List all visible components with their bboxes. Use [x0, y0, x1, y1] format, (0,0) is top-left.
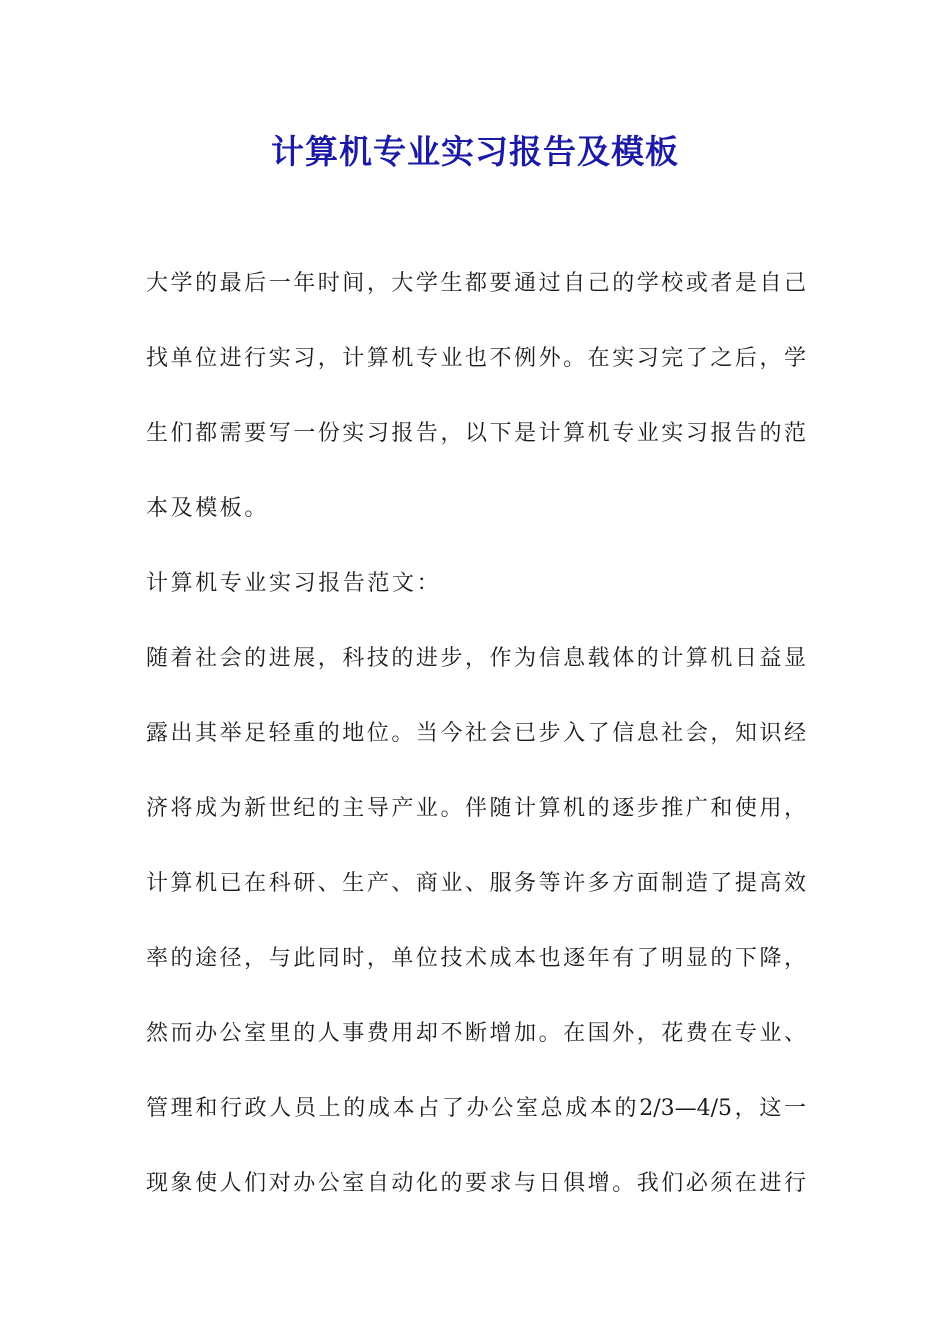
text-line: 管理和行政人员上的成本占了办公室总成本的2/3—4/5，这一	[146, 1096, 806, 1121]
text-line: 计算机已在科研、生产、商业、服务等许多方面制造了提高效	[146, 871, 806, 896]
text-line: 大学的最后一年时间，大学生都要通过自己的学校或者是自己	[146, 271, 806, 296]
text-line: 现象使人们对办公室自动化的要求与日俱增。我们必须在进行	[146, 1171, 806, 1196]
text-line: 找单位进行实习，计算机专业也不例外。在实习完了之后，学	[146, 346, 806, 371]
document-title: 计算机专业实习报告及模板	[271, 132, 679, 171]
text-line: 随着社会的进展，科技的进步，作为信息载体的计算机日益显	[146, 646, 806, 671]
text-line: 济将成为新世纪的主导产业。伴随计算机的逐步推广和使用，	[146, 796, 806, 821]
text-line: 然而办公室里的人事费用却不断增加。在国外，花费在专业、	[146, 1021, 806, 1046]
text-line: 生们都需要写一份实习报告，以下是计算机专业实习报告的范	[146, 421, 806, 446]
text-line: 本及模板。	[146, 496, 270, 521]
text-line: 率的途径，与此同时，单位技术成本也逐年有了明显的下降，	[146, 946, 806, 971]
text-line: 露出其举足轻重的地位。当今社会已步入了信息社会，知识经	[146, 721, 806, 746]
section-heading: 计算机专业实习报告范文：	[146, 571, 442, 596]
